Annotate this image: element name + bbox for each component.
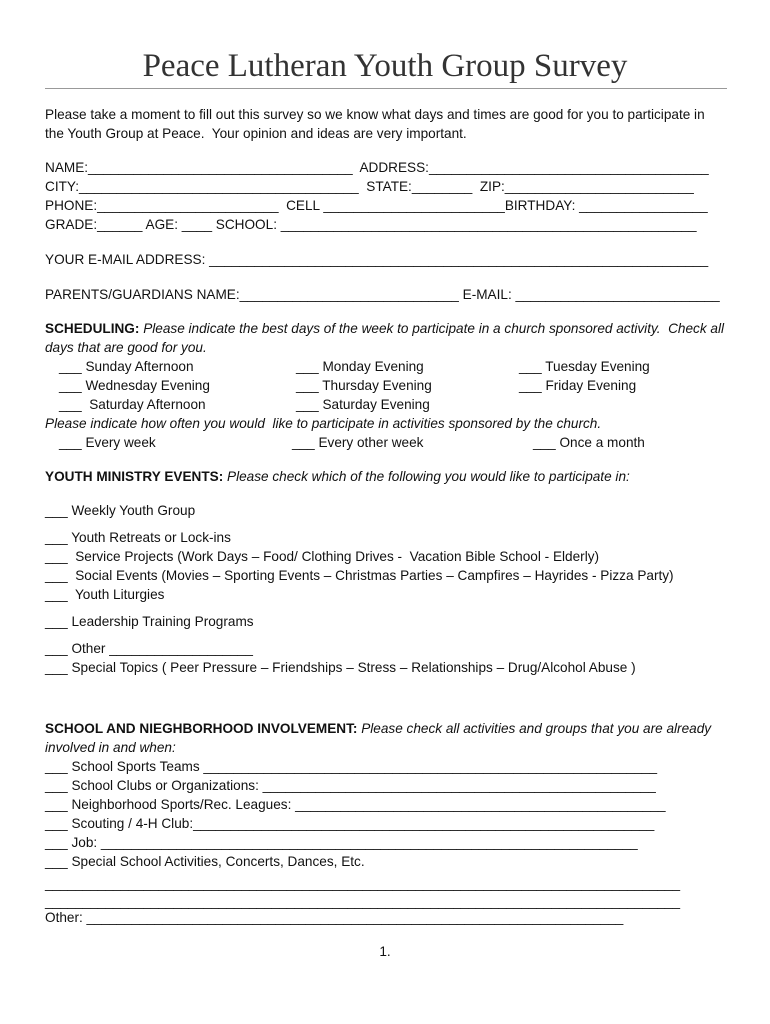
involvement-prompt [45,720,711,737]
option-tuesday-evening[interactable]: ___ Tuesday Evening [519,359,650,374]
name-address-fields[interactable]: NAME:___________________________________ ADDRESS:_____________________________________ [45,160,709,175]
event-special-topics[interactable]: ___ Special Topics ( Peer Pressure – Friendships – Stress – Relationships – Drug/Alcohol Abuse ) [45,660,636,675]
involvement-blank-line-2[interactable]: ____________________________________________________________________________________ [45,894,681,909]
option-once-a-month[interactable]: ___ Once a month [533,435,645,450]
events-prompt-text: Please check which of the following you would like to participate in: [227,469,630,484]
involvement-blank-line-1[interactable]: ____________________________________________________________________________________ [45,876,681,891]
city-state-zip-fields[interactable]: CITY:_____________________________________ STATE:________ ZIP:_________________________ [45,179,694,194]
event-leadership-training[interactable]: ___ Leadership Training Programs [45,614,254,629]
involvement-school-clubs[interactable]: ___ School Clubs or Organizations: ____________________________________________________ [45,778,656,793]
involvement-scouting[interactable]: ___ Scouting / 4-H Club:_____________________________________________________________ [45,816,655,831]
intro-line-2: the Youth Group at Peace. Your opinion and ideas are very important. [45,126,467,141]
email-field[interactable]: YOUR E-MAIL ADDRESS: __________________________________________________________________ [45,252,709,267]
option-thursday-evening[interactable]: ___ Thursday Evening [296,378,432,393]
option-sunday-afternoon[interactable]: ___ Sunday Afternoon [59,359,194,374]
involvement-prompt-line-2: involved in and when: [45,740,176,755]
events-heading: YOUTH MINISTRY EVENTS: [45,469,224,484]
event-other[interactable]: ___ Other ___________________ [45,641,253,656]
involvement-prompt-text: Please check all activities and groups that you are already [361,721,712,736]
scheduling-prompt [45,320,724,337]
events-prompt [45,468,630,485]
involvement-school-sports[interactable]: ___ School Sports Teams ____________________________________________________________ [45,759,658,774]
involvement-other[interactable]: Other: _______________________________________________________________________ [45,910,624,925]
title-divider [45,88,727,89]
option-wednesday-evening[interactable]: ___ Wednesday Evening [59,378,210,393]
intro-line-1: Please take a moment to fill out this survey so we know what days and times are good for you to participate in [45,107,705,122]
scheduling-prompt-text: Please indicate the best days of the week to participate in a church sponsored activity. Check all [143,321,725,336]
option-saturday-afternoon[interactable]: ___ Saturday Afternoon [59,397,206,412]
page-title: Peace Lutheran Youth Group Survey [142,48,628,84]
option-friday-evening[interactable]: ___ Friday Evening [519,378,637,393]
frequency-prompt: Please indicate how often you would like to participate in activities sponsored by the church. [45,416,602,431]
event-social-events[interactable]: ___ Social Events (Movies – Sporting Events – Christmas Parties – Campfires – Hayrides - Pizza Party) [45,568,674,583]
event-service-projects[interactable]: ___ Service Projects (Work Days – Food/ Clothing Drives - Vacation Bible School - Elderly) [45,549,600,564]
parents-email-fields[interactable]: PARENTS/GUARDIANS NAME:_____________________________ E-MAIL: ___________________________ [45,287,720,302]
scheduling-heading: SCHEDULING: [45,321,140,336]
option-every-other-week[interactable]: ___ Every other week [292,435,424,450]
grade-age-school-fields[interactable]: GRADE:______ AGE: ____ SCHOOL: _______________________________________________________ [45,217,697,232]
option-monday-evening[interactable]: ___ Monday Evening [296,359,424,374]
page-number: 1. [379,944,391,959]
option-every-week[interactable]: ___ Every week [59,435,156,450]
option-saturday-evening[interactable]: ___ Saturday Evening [296,397,430,412]
event-weekly-youth-group[interactable]: ___ Weekly Youth Group [45,503,196,518]
involvement-neighborhood-sports[interactable]: ___ Neighborhood Sports/Rec. Leagues: _________________________________________________ [45,797,666,812]
scheduling-prompt-line-2: days that are good for you. [45,340,207,355]
involvement-special-activities[interactable]: ___ Special School Activities, Concerts, Dances, Etc. [45,854,365,869]
event-retreats[interactable]: ___ Youth Retreats or Lock-ins [45,530,231,545]
involvement-job[interactable]: ___ Job: _______________________________________________________________________ [45,835,638,850]
event-youth-liturgies[interactable]: ___ Youth Liturgies [45,587,165,602]
phone-cell-birthday-fields[interactable]: PHONE:________________________ CELL ________________________BIRTHDAY: _________________ [45,198,708,213]
involvement-heading: SCHOOL AND NIEGHBORHOOD INVOLVEMENT: [45,721,358,736]
